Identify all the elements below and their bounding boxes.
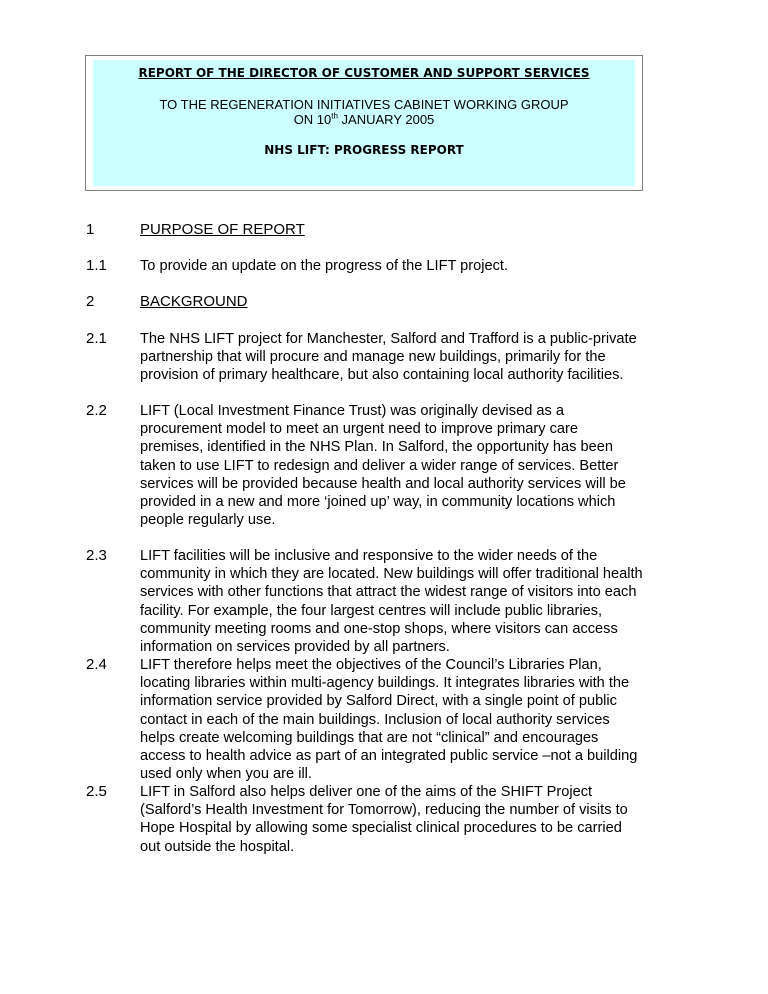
paragraph-number: 2.1 — [86, 330, 107, 347]
paragraph-number: 2.3 — [86, 547, 107, 564]
paragraph-line: services will be provided because health and local authority services will be — [140, 475, 626, 492]
paragraph-line: LIFT (Local Investment Finance Trust) was originally devised as a — [140, 403, 564, 419]
section-number: 1 — [86, 221, 95, 238]
paragraph-line: information service provided by Salford Direct, with a single point of public — [140, 693, 617, 710]
paragraph-2-5 — [140, 783, 685, 856]
paragraph-line: Hope Hospital by allowing some specialist clinical procedures to be carried — [140, 820, 622, 837]
paragraph-line: locating libraries within multi-agency buildings. It integrates libraries with the — [140, 675, 630, 692]
paragraph-line: community meeting rooms and one-stop shops, where visitors can access — [140, 620, 618, 637]
paragraph-line: taken to use LIFT to redesign and deliver a wider range of services. Better — [140, 457, 619, 474]
paragraph-line: community in which they are located. New buildings will offer traditional health — [140, 566, 643, 583]
paragraph-line: access to health advice as part of an integrated public service –not a building — [140, 748, 638, 765]
paragraph-line: contact in each of the main buildings. Inclusion of local authority services — [140, 711, 610, 728]
paragraph-line: premises, identified in the NHS Plan. In Salford, the opportunity has been — [140, 439, 613, 456]
paragraph-2-2 — [140, 402, 685, 529]
report-director-line: REPORT OF THE DIRECTOR OF CUSTOMER AND SUPPORT SERVICES — [138, 66, 590, 80]
paragraph-line: LIFT facilities will be inclusive and responsive to the wider needs of the — [140, 548, 598, 564]
paragraph-line: people regularly use. — [140, 512, 276, 529]
paragraph-number: 1.1 — [86, 257, 107, 274]
paragraph-number: 2.4 — [86, 656, 107, 673]
paragraph-line: LIFT in Salford also helps deliver one of the aims of the SHIFT Project — [140, 784, 593, 800]
section-number: 2 — [86, 293, 95, 310]
paragraph-line: helps create welcoming buildings that are not “clinical” and encourages — [140, 729, 599, 746]
paragraph-line: LIFT therefore helps meet the objectives of the Council’s Libraries Plan, — [140, 657, 602, 673]
paragraph-1-1 — [140, 257, 685, 275]
section-heading-purpose: PURPOSE OF REPORT — [140, 221, 305, 238]
paragraph-line: information on services provided by all partners. — [140, 639, 450, 656]
paragraph-line: facility. For example, the four largest centres will include public libraries, — [140, 602, 603, 619]
paragraph-line: provision of primary healthcare, but also containing local authority facilities. — [140, 367, 624, 384]
paragraph-line: used only when you are ill. — [140, 766, 312, 783]
paragraph-line: services with other functions that attract the widest range of visitors into each — [140, 584, 637, 601]
report-title: NHS LIFT: PROGRESS REPORT — [264, 143, 464, 157]
paragraph-2-4 — [140, 656, 685, 783]
report-date-prefix: ON 10 — [293, 112, 332, 127]
paragraph-line: To provide an update on the progress of the LIFT project. — [140, 258, 509, 274]
paragraph-line: (Salford’s Health Investment for Tomorrow), reducing the number of visits to — [140, 802, 628, 819]
report-date-ordinal: th — [331, 111, 338, 121]
report-date-line — [93, 112, 635, 127]
paragraph-line: partnership that will procure and manage new buildings, primarily for the — [140, 349, 606, 366]
paragraph-line: procurement model to meet an urgent need to improve primary care — [140, 421, 579, 438]
section-heading-background: BACKGROUND — [140, 293, 248, 310]
report-header-fill — [93, 60, 635, 186]
paragraph-line: out outside the hospital. — [140, 838, 295, 855]
paragraph-number: 2.5 — [86, 783, 107, 800]
paragraph-2-3 — [140, 547, 685, 656]
paragraph-line: provided in a new and more ‘joined up’ way, in community locations which — [140, 494, 616, 511]
paragraph-line: The NHS LIFT project for Manchester, Salford and Trafford is a public-private — [140, 331, 637, 347]
paragraph-number: 2.2 — [86, 402, 107, 419]
paragraph-2-1 — [140, 330, 685, 385]
report-date-rest: JANUARY 2005 — [337, 112, 435, 127]
report-header-box — [85, 55, 643, 191]
report-recipient-line: TO THE REGENERATION INITIATIVES CABINET WORKING GROUP — [159, 97, 569, 112]
